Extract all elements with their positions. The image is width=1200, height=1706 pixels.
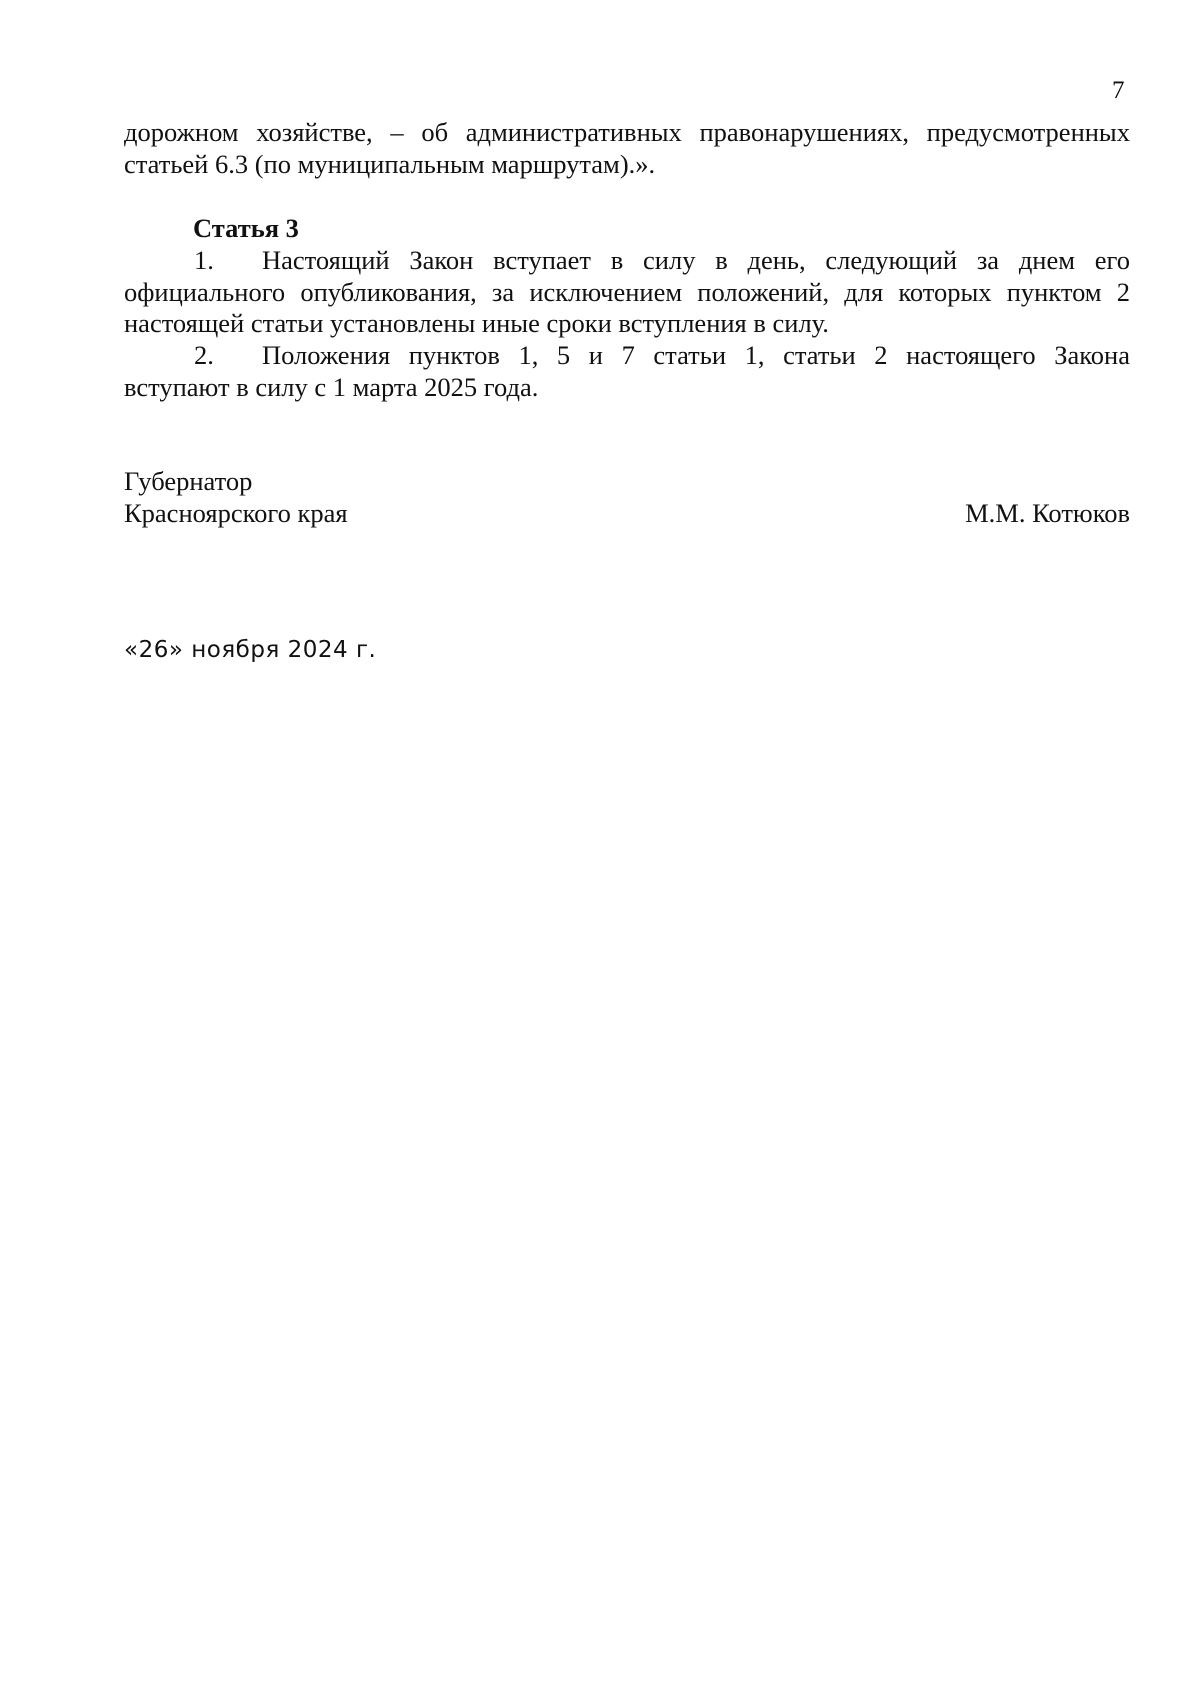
item-number: 1. — [194, 245, 214, 275]
text-line: дорожном хозяйстве, – об административных правонарушениях, предусмотренных — [124, 117, 1130, 147]
article-item-1 — [124, 245, 1130, 340]
signatory-name: М.М. Котюков — [965, 497, 1130, 528]
item-first-line — [124, 340, 1130, 372]
text-line: Положения пунктов 1, 5 и 7 статьи 1, статьи 2 настоящего Закона — [262, 340, 1130, 370]
article-heading: Статья 3 — [193, 213, 299, 243]
document-date: «26» ноября 2024 г. — [124, 637, 377, 663]
item-first-line — [124, 245, 1130, 277]
signature-row — [124, 498, 1130, 530]
signatory-position-line1: Губернатор — [124, 466, 253, 496]
text-line: Настоящий Закон вступает в силу в день, следующий за днем его — [262, 245, 1130, 275]
text-line: официального опубликования, за исключением положений, для которых пунктом 2 — [124, 276, 1130, 307]
text-line: вступают в силу с 1 марта 2025 года. — [124, 371, 539, 402]
text-line: статьей 6.3 (по муниципальным маршрутам).». — [124, 148, 656, 179]
continuation-paragraph — [124, 117, 1130, 180]
item-number: 2. — [194, 340, 214, 370]
page-number: 7 — [1112, 77, 1125, 104]
item-number-wrap — [124, 245, 262, 277]
article-item-2 — [124, 340, 1130, 403]
signatory-position-line2: Красноярского края — [124, 497, 348, 528]
signature-block — [124, 466, 1130, 529]
item-number-wrap — [124, 340, 262, 372]
text-line: настоящей статьи установлены иные сроки вступления в силу. — [124, 308, 829, 338]
